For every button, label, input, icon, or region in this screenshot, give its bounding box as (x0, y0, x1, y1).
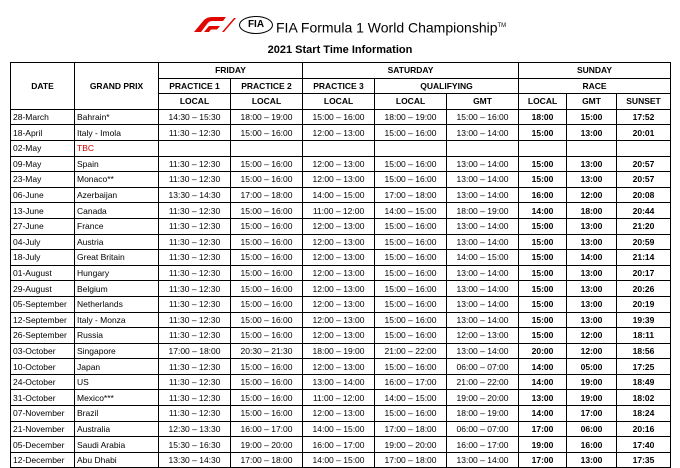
cell-race-local: 17:00 (519, 421, 567, 437)
cell-date: 12-December (11, 452, 75, 468)
table-row (11, 218, 671, 234)
cell-practice-2-local: 15:00 – 16:00 (231, 172, 303, 188)
cell-practice-1-local: 11:30 – 12:30 (159, 359, 231, 375)
cell-race-gmt: 12:00 (567, 328, 617, 344)
cell-grand-prix: Saudi Arabia (75, 437, 159, 453)
cell-sunset: 17:25 (617, 359, 671, 375)
cell-qualifying-local: 15:00 – 16:00 (375, 281, 447, 297)
cell-practice-2-local: 15:00 – 16:00 (231, 312, 303, 328)
cell-qualifying-gmt: 13:00 – 14:00 (447, 452, 519, 468)
table-row (11, 421, 671, 437)
cell-practice-3-local: 12:00 – 13:00 (303, 328, 375, 344)
table-row (11, 265, 671, 281)
championship-name: FIA Formula 1 World Championship™ (276, 19, 507, 36)
cell-practice-1-local: 12:30 – 13:30 (159, 421, 231, 437)
table-row (11, 250, 671, 266)
cell-practice-3-local: 11:00 – 12:00 (303, 203, 375, 219)
cell-practice-3-local: 15:00 – 16:00 (303, 109, 375, 125)
cell-practice-3-local: 12:00 – 13:00 (303, 218, 375, 234)
cell-practice-1-local: 13:30 – 14:30 (159, 187, 231, 203)
document-header (0, 14, 680, 40)
table-row (11, 281, 671, 297)
cell-date: 02-May (11, 140, 75, 156)
cell-practice-1-local: 11:30 – 12:30 (159, 172, 231, 188)
cell-date: 29-August (11, 281, 75, 297)
cell-qualifying-gmt: 15:00 – 16:00 (447, 109, 519, 125)
cell-practice-1-local: 13:30 – 14:30 (159, 452, 231, 468)
cell-race-local: 15:00 (519, 172, 567, 188)
cell-grand-prix: Belgium (75, 281, 159, 297)
col-practice-3: PRACTICE 3 (303, 78, 375, 94)
cell-qualifying-local: 15:00 – 16:00 (375, 359, 447, 375)
cell-qualifying-gmt: 13:00 – 14:00 (447, 312, 519, 328)
cell-practice-3-local: 18:00 – 19:00 (303, 343, 375, 359)
cell-qualifying-gmt: 13:00 – 14:00 (447, 156, 519, 172)
cell-sunset: 20:26 (617, 281, 671, 297)
cell-grand-prix: Mexico*** (75, 390, 159, 406)
cell-practice-2-local: 15:00 – 16:00 (231, 203, 303, 219)
cell-qualifying-local: 14:00 – 15:00 (375, 390, 447, 406)
cell-sunset: 21:20 (617, 218, 671, 234)
cell-grand-prix: Bahrain* (75, 109, 159, 125)
cell-grand-prix: US (75, 374, 159, 390)
table-row (11, 390, 671, 406)
cell-qualifying-local: 15:00 – 16:00 (375, 296, 447, 312)
table-row (11, 156, 671, 172)
cell-practice-1-local: 15:30 – 16:30 (159, 437, 231, 453)
cell-practice-3-local: 12:00 – 13:00 (303, 359, 375, 375)
fia-logo-text: FIA (247, 19, 265, 30)
cell-grand-prix: Abu Dhabi (75, 452, 159, 468)
cell-race-local: 14:00 (519, 406, 567, 422)
cell-date: 04-July (11, 234, 75, 250)
col-saturday: SATURDAY (303, 63, 519, 79)
cell-practice-2-local: 17:00 – 18:00 (231, 187, 303, 203)
cell-qualifying-gmt: 16:00 – 17:00 (447, 437, 519, 453)
cell-qualifying-gmt: 13:00 – 14:00 (447, 172, 519, 188)
cell-sunset: 17:52 (617, 109, 671, 125)
cell-race-gmt: 13:00 (567, 172, 617, 188)
cell-race-gmt: 16:00 (567, 437, 617, 453)
cell-grand-prix: TBC (75, 140, 159, 156)
cell-practice-3-local: 14:00 – 15:00 (303, 187, 375, 203)
cell-race-local: 15:00 (519, 234, 567, 250)
col-sunday: SUNDAY (519, 63, 671, 79)
cell-qualifying-gmt: 06:00 – 07:00 (447, 359, 519, 375)
cell-sunset (617, 140, 671, 156)
cell-grand-prix: Italy - Imola (75, 125, 159, 141)
table-row (11, 452, 671, 468)
cell-race-local: 15:00 (519, 250, 567, 266)
cell-grand-prix: Canada (75, 203, 159, 219)
cell-practice-1-local: 11:30 – 12:30 (159, 250, 231, 266)
cell-practice-2-local: 15:00 – 16:00 (231, 218, 303, 234)
cell-qualifying-gmt: 06:00 – 07:00 (447, 421, 519, 437)
trademark-mark: TM (497, 23, 507, 29)
cell-sunset: 20:16 (617, 421, 671, 437)
cell-practice-2-local (231, 140, 303, 156)
cell-sunset: 18:49 (617, 374, 671, 390)
cell-qualifying-local: 18:00 – 19:00 (375, 109, 447, 125)
cell-sunset: 18:56 (617, 343, 671, 359)
cell-sunset: 20:57 (617, 156, 671, 172)
cell-practice-2-local: 17:00 – 18:00 (231, 452, 303, 468)
cell-grand-prix: Austria (75, 234, 159, 250)
cell-date: 06-June (11, 187, 75, 203)
cell-race-gmt: 15:00 (567, 109, 617, 125)
cell-qualifying-local: 15:00 – 16:00 (375, 218, 447, 234)
cell-qualifying-gmt: 18:00 – 19:00 (447, 203, 519, 219)
cell-grand-prix: Italy - Monza (75, 312, 159, 328)
cell-practice-2-local: 16:00 – 17:00 (231, 421, 303, 437)
cell-practice-2-local: 18:00 – 19:00 (231, 109, 303, 125)
col-date: DATE (11, 63, 75, 110)
cell-date: 27-June (11, 218, 75, 234)
cell-grand-prix: Spain (75, 156, 159, 172)
cell-grand-prix: Netherlands (75, 296, 159, 312)
cell-qualifying-gmt: 13:00 – 14:00 (447, 187, 519, 203)
cell-qualifying-local: 15:00 – 16:00 (375, 156, 447, 172)
col-grand-prix: GRAND PRIX (75, 63, 159, 110)
cell-practice-2-local: 15:00 – 16:00 (231, 265, 303, 281)
cell-practice-1-local: 11:30 – 12:30 (159, 281, 231, 297)
cell-date: 28-March (11, 109, 75, 125)
cell-practice-1-local: 11:30 – 12:30 (159, 312, 231, 328)
cell-sunset: 19:39 (617, 312, 671, 328)
cell-practice-3-local: 12:00 – 13:00 (303, 250, 375, 266)
cell-grand-prix: Brazil (75, 406, 159, 422)
cell-practice-2-local: 15:00 – 16:00 (231, 328, 303, 344)
cell-race-local: 15:00 (519, 281, 567, 297)
cell-date: 21-November (11, 421, 75, 437)
cell-race-local: 20:00 (519, 343, 567, 359)
cell-race-gmt: 19:00 (567, 374, 617, 390)
cell-practice-3-local: 12:00 – 13:00 (303, 296, 375, 312)
cell-practice-1-local: 11:30 – 12:30 (159, 125, 231, 141)
cell-race-local: 16:00 (519, 187, 567, 203)
table-row (11, 328, 671, 344)
cell-practice-3-local: 12:00 – 13:00 (303, 125, 375, 141)
cell-practice-2-local: 15:00 – 16:00 (231, 406, 303, 422)
cell-practice-2-local: 15:00 – 16:00 (231, 296, 303, 312)
col-p3-local: LOCAL (303, 94, 375, 110)
col-sunset: SUNSET (617, 94, 671, 110)
table-row (11, 172, 671, 188)
cell-grand-prix: Australia (75, 421, 159, 437)
cell-qualifying-local: 17:00 – 18:00 (375, 452, 447, 468)
cell-grand-prix: Azerbaijan (75, 187, 159, 203)
cell-grand-prix: Singapore (75, 343, 159, 359)
cell-sunset: 21:14 (617, 250, 671, 266)
cell-date: 26-September (11, 328, 75, 344)
table-row (11, 359, 671, 375)
cell-sunset: 18:02 (617, 390, 671, 406)
cell-sunset: 18:11 (617, 328, 671, 344)
col-p1-local: LOCAL (159, 94, 231, 110)
cell-grand-prix: Russia (75, 328, 159, 344)
cell-race-gmt: 13:00 (567, 234, 617, 250)
cell-race-local: 14:00 (519, 374, 567, 390)
col-race-local: LOCAL (519, 94, 567, 110)
cell-practice-3-local: 12:00 – 13:00 (303, 234, 375, 250)
cell-race-gmt: 13:00 (567, 218, 617, 234)
cell-qualifying-local: 15:00 – 16:00 (375, 250, 447, 266)
cell-qualifying-local: 19:00 – 20:00 (375, 437, 447, 453)
cell-practice-1-local: 11:30 – 12:30 (159, 234, 231, 250)
cell-qualifying-local: 21:00 – 22:00 (375, 343, 447, 359)
col-practice-1: PRACTICE 1 (159, 78, 231, 94)
cell-race-local: 15:00 (519, 156, 567, 172)
table-row (11, 234, 671, 250)
cell-race-local (519, 140, 567, 156)
cell-qualifying-gmt: 21:00 – 22:00 (447, 374, 519, 390)
cell-sunset: 20:01 (617, 125, 671, 141)
cell-date: 23-May (11, 172, 75, 188)
cell-race-local: 19:00 (519, 437, 567, 453)
cell-practice-2-local: 15:00 – 16:00 (231, 234, 303, 250)
col-friday: FRIDAY (159, 63, 303, 79)
cell-qualifying-local: 16:00 – 17:00 (375, 374, 447, 390)
cell-practice-2-local: 15:00 – 16:00 (231, 156, 303, 172)
table-row (11, 374, 671, 390)
cell-practice-2-local: 20:30 – 21:30 (231, 343, 303, 359)
cell-race-gmt: 13:00 (567, 125, 617, 141)
col-qualifying-local: LOCAL (375, 94, 447, 110)
cell-practice-1-local: 11:30 – 12:30 (159, 390, 231, 406)
cell-date: 05-December (11, 437, 75, 453)
table-row (11, 140, 671, 156)
cell-sunset: 20:44 (617, 203, 671, 219)
cell-date: 09-May (11, 156, 75, 172)
cell-race-local: 15:00 (519, 265, 567, 281)
cell-race-gmt: 13:00 (567, 265, 617, 281)
col-race: RACE (519, 78, 671, 94)
col-qualifying: QUALIFYING (375, 78, 519, 94)
cell-practice-3-local: 12:00 – 13:00 (303, 156, 375, 172)
cell-qualifying-local: 15:00 – 16:00 (375, 265, 447, 281)
cell-race-local: 14:00 (519, 203, 567, 219)
cell-qualifying-gmt: 19:00 – 20:00 (447, 390, 519, 406)
cell-race-gmt: 06:00 (567, 421, 617, 437)
cell-grand-prix: Great Britain (75, 250, 159, 266)
cell-qualifying-local: 15:00 – 16:00 (375, 172, 447, 188)
cell-race-gmt: 14:00 (567, 250, 617, 266)
table-row (11, 406, 671, 422)
cell-qualifying-local: 17:00 – 18:00 (375, 187, 447, 203)
cell-practice-1-local: 17:00 – 18:00 (159, 343, 231, 359)
cell-practice-1-local: 11:30 – 12:30 (159, 218, 231, 234)
cell-practice-3-local: 12:00 – 13:00 (303, 281, 375, 297)
cell-sunset: 17:35 (617, 452, 671, 468)
cell-sunset: 17:40 (617, 437, 671, 453)
col-race-gmt: GMT (567, 94, 617, 110)
cell-practice-3-local: 13:00 – 14:00 (303, 374, 375, 390)
cell-qualifying-gmt: 13:00 – 14:00 (447, 265, 519, 281)
cell-practice-3-local: 14:00 – 15:00 (303, 421, 375, 437)
table-row (11, 109, 671, 125)
cell-race-local: 15:00 (519, 312, 567, 328)
cell-race-gmt: 12:00 (567, 187, 617, 203)
cell-sunset: 20:19 (617, 296, 671, 312)
cell-qualifying-local: 15:00 – 16:00 (375, 312, 447, 328)
cell-practice-3-local: 12:00 – 13:00 (303, 406, 375, 422)
cell-race-local: 15:00 (519, 328, 567, 344)
cell-race-gmt: 17:00 (567, 406, 617, 422)
table-row (11, 125, 671, 141)
cell-sunset: 20:57 (617, 172, 671, 188)
cell-sunset: 20:59 (617, 234, 671, 250)
cell-date: 01-August (11, 265, 75, 281)
cell-date: 05-September (11, 296, 75, 312)
cell-qualifying-local: 17:00 – 18:00 (375, 421, 447, 437)
cell-qualifying-gmt: 13:00 – 14:00 (447, 343, 519, 359)
cell-qualifying-gmt: 14:00 – 15:00 (447, 250, 519, 266)
cell-race-local: 17:00 (519, 452, 567, 468)
cell-practice-3-local: 11:00 – 12:00 (303, 390, 375, 406)
cell-qualifying-local: 14:00 – 15:00 (375, 203, 447, 219)
cell-practice-2-local: 15:00 – 16:00 (231, 125, 303, 141)
table-row (11, 203, 671, 219)
cell-practice-2-local: 15:00 – 16:00 (231, 281, 303, 297)
cell-practice-1-local: 11:30 – 12:30 (159, 265, 231, 281)
cell-practice-1-local (159, 140, 231, 156)
cell-sunset: 20:17 (617, 265, 671, 281)
cell-date: 24-October (11, 374, 75, 390)
cell-date: 07-November (11, 406, 75, 422)
cell-practice-3-local (303, 140, 375, 156)
cell-practice-1-local: 11:30 – 12:30 (159, 156, 231, 172)
page-title: 2021 Start Time Information (267, 44, 413, 56)
cell-practice-3-local: 14:00 – 15:00 (303, 452, 375, 468)
cell-qualifying-local (375, 140, 447, 156)
cell-race-local: 15:00 (519, 218, 567, 234)
cell-qualifying-local: 15:00 – 16:00 (375, 125, 447, 141)
cell-practice-3-local: 12:00 – 13:00 (303, 265, 375, 281)
cell-grand-prix: Monaco** (75, 172, 159, 188)
cell-grand-prix: Hungary (75, 265, 159, 281)
cell-race-gmt: 12:00 (567, 343, 617, 359)
cell-qualifying-local: 15:00 – 16:00 (375, 328, 447, 344)
cell-race-gmt: 05:00 (567, 359, 617, 375)
cell-qualifying-gmt: 13:00 – 14:00 (447, 281, 519, 297)
cell-race-local: 15:00 (519, 296, 567, 312)
cell-practice-1-local: 11:30 – 12:30 (159, 406, 231, 422)
f1-logo-icon (192, 17, 236, 33)
cell-qualifying-gmt: 12:00 – 13:00 (447, 328, 519, 344)
table-row (11, 312, 671, 328)
cell-practice-3-local: 16:00 – 17:00 (303, 437, 375, 453)
cell-race-gmt: 13:00 (567, 452, 617, 468)
cell-race-gmt (567, 140, 617, 156)
col-qualifying-gmt: GMT (447, 94, 519, 110)
cell-race-gmt: 13:00 (567, 312, 617, 328)
col-p2-local: LOCAL (231, 94, 303, 110)
cell-race-gmt: 13:00 (567, 296, 617, 312)
cell-qualifying-gmt (447, 140, 519, 156)
cell-race-gmt: 13:00 (567, 281, 617, 297)
cell-sunset: 18:24 (617, 406, 671, 422)
cell-practice-2-local: 15:00 – 16:00 (231, 250, 303, 266)
cell-qualifying-gmt: 18:00 – 19:00 (447, 406, 519, 422)
cell-qualifying-local: 15:00 – 16:00 (375, 406, 447, 422)
cell-qualifying-gmt: 13:00 – 14:00 (447, 234, 519, 250)
cell-race-local: 18:00 (519, 109, 567, 125)
cell-race-local: 15:00 (519, 125, 567, 141)
cell-date: 10-October (11, 359, 75, 375)
cell-race-gmt: 13:00 (567, 156, 617, 172)
cell-date: 18-April (11, 125, 75, 141)
cell-grand-prix: Japan (75, 359, 159, 375)
cell-practice-3-local: 12:00 – 13:00 (303, 172, 375, 188)
col-practice-2: PRACTICE 2 (231, 78, 303, 94)
cell-race-local: 13:00 (519, 390, 567, 406)
cell-practice-2-local: 19:00 – 20:00 (231, 437, 303, 453)
table-row (11, 437, 671, 453)
cell-practice-1-local: 11:30 – 12:30 (159, 374, 231, 390)
cell-qualifying-gmt: 13:00 – 14:00 (447, 296, 519, 312)
cell-date: 12-September (11, 312, 75, 328)
cell-practice-1-local: 11:30 – 12:30 (159, 328, 231, 344)
cell-qualifying-gmt: 13:00 – 14:00 (447, 218, 519, 234)
cell-race-local: 14:00 (519, 359, 567, 375)
table-row (11, 343, 671, 359)
cell-date: 03-October (11, 343, 75, 359)
table-row (11, 187, 671, 203)
cell-date: 31-October (11, 390, 75, 406)
cell-practice-1-local: 11:30 – 12:30 (159, 296, 231, 312)
cell-date: 18-July (11, 250, 75, 266)
cell-practice-1-local: 11:30 – 12:30 (159, 203, 231, 219)
start-time-table (10, 62, 671, 468)
cell-date: 13-June (11, 203, 75, 219)
cell-race-gmt: 19:00 (567, 390, 617, 406)
cell-qualifying-local: 15:00 – 16:00 (375, 234, 447, 250)
cell-qualifying-gmt: 13:00 – 14:00 (447, 125, 519, 141)
cell-practice-2-local: 15:00 – 16:00 (231, 374, 303, 390)
cell-practice-1-local: 14:30 – 15:30 (159, 109, 231, 125)
table-row (11, 296, 671, 312)
cell-grand-prix: France (75, 218, 159, 234)
cell-practice-2-local: 15:00 – 16:00 (231, 359, 303, 375)
cell-sunset: 20:08 (617, 187, 671, 203)
cell-race-gmt: 18:00 (567, 203, 617, 219)
cell-practice-3-local: 12:00 – 13:00 (303, 312, 375, 328)
cell-practice-2-local: 15:00 – 16:00 (231, 390, 303, 406)
